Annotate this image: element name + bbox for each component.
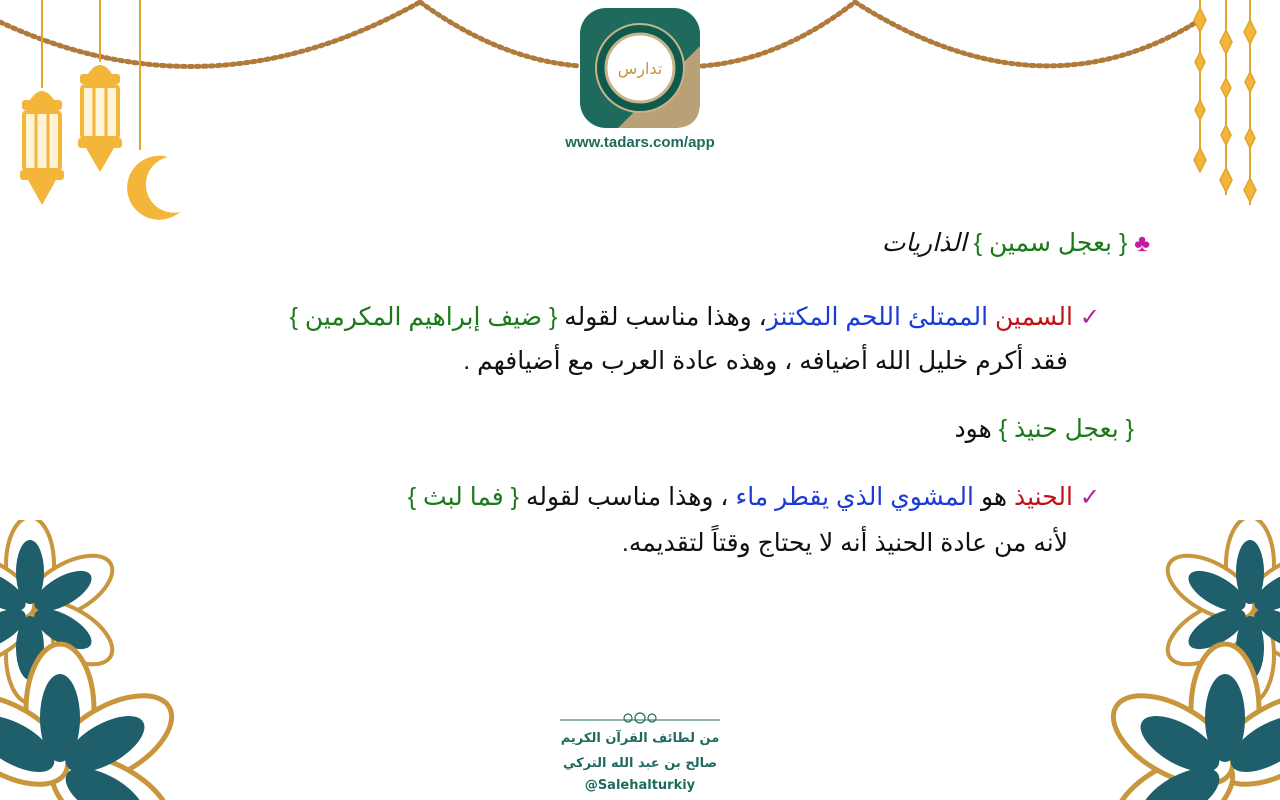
flower-decoration-icon <box>1080 520 1280 800</box>
checkmark-icon: ✓ <box>1079 304 1100 331</box>
footer-title: من لطائف القرآن الكريم <box>560 731 720 746</box>
club-bullet-icon: ♣ <box>1134 230 1150 257</box>
site-url[interactable]: www.tadars.com/app <box>565 134 715 151</box>
section1-connector: ، وهذا مناسب لقوله <box>564 303 767 331</box>
lantern-icon <box>78 0 122 172</box>
footer-handle[interactable]: @Salehalturkiy <box>584 778 696 793</box>
section2-item-line1 <box>408 482 1100 512</box>
flower-decoration-icon <box>0 520 200 800</box>
checkmark-icon: ✓ <box>1079 484 1100 511</box>
crescent-moon-icon <box>127 0 180 220</box>
section1-definition: الممتلئ اللحم المكتنز <box>766 303 989 331</box>
section2-surah: هود <box>954 415 992 443</box>
section1-quote: { ضيف إبراهيم المكرمين } <box>289 303 558 331</box>
section2-mid: هو <box>980 483 1008 511</box>
section2-word: الحنيذ <box>1014 483 1073 511</box>
section2-connector: ، وهذا مناسب لقوله <box>526 483 729 511</box>
section2-definition: المشوي الذي يقطر ماء <box>735 483 974 511</box>
section1-item-line1 <box>290 302 1100 332</box>
tadars-logo <box>578 6 702 130</box>
footer-ornament-icon <box>560 710 720 726</box>
section1-heading <box>882 228 1150 258</box>
section2-phrase: { بعجل حنيذ } <box>998 415 1134 443</box>
section1-word: السمين <box>995 303 1073 331</box>
section1-surah: الذاريات <box>881 229 967 257</box>
section1-phrase: { بعجل سمين } <box>973 229 1128 257</box>
section2-quote: { فما لبث } <box>407 483 520 511</box>
hanging-ornaments-icon <box>1194 0 1256 205</box>
footer-author: صالح بن عبد الله التركي <box>562 756 718 771</box>
lantern-icon <box>20 0 64 205</box>
logo-text: تدارس <box>617 59 663 78</box>
section2-item-line2: لأنه من عادة الحنيذ أنه لا يحتاج وقتاً لتقديمه. <box>621 529 1068 557</box>
section1-item-line2: فقد أكرم خليل الله أضيافه ، وهذه عادة العرب مع أضيافهم . <box>463 347 1068 375</box>
section2-heading <box>955 414 1134 444</box>
